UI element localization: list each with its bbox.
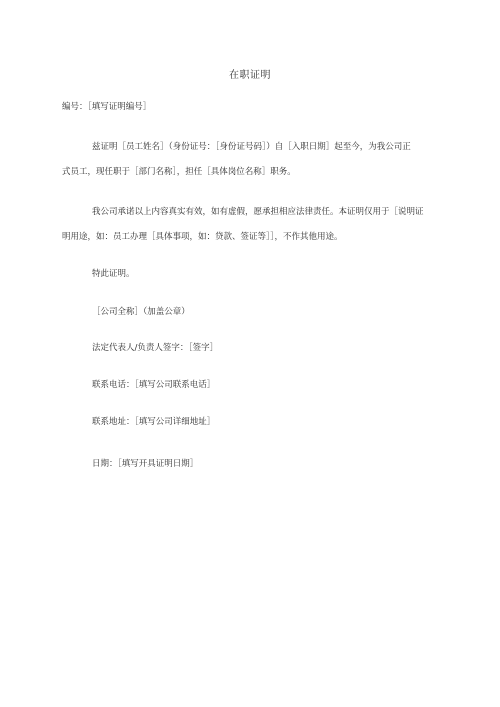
closing-statement: 特此证明。: [92, 269, 135, 279]
employment-paragraph-line-1: 兹证明［员工姓名］（身份证号：［身份证号码］）自［入职日期］起至今，为我公司正: [92, 142, 411, 152]
commitment-paragraph-line-2: 明用途，如：员工办理［具体事项，如：贷款、签证等］］，不作其他用途。: [62, 232, 343, 242]
contact-phone: 联系电话：［填写公司联系电话］: [92, 380, 216, 390]
representative-signature: 法定代表人/负责人签字：［签字］: [92, 343, 219, 353]
contact-address: 联系地址：［填写公司详细地址］: [92, 417, 216, 427]
certificate-number: 编号：［填写证明编号］: [62, 102, 152, 112]
document-title: 在职证明: [229, 70, 271, 81]
employment-paragraph-line-2: 式员工，现任职于［部门名称］，担任［具体岗位名称］职务。: [62, 167, 296, 177]
issue-date: 日期：［填写开具证明日期］: [92, 459, 199, 469]
commitment-paragraph-line-1: 我公司承诺以上内容真实有效，如有虚假，愿承担相应法律责任。本证明仅用于［说明证: [92, 207, 424, 217]
company-name-seal: ［公司全称］（加盖公章）: [92, 307, 190, 317]
